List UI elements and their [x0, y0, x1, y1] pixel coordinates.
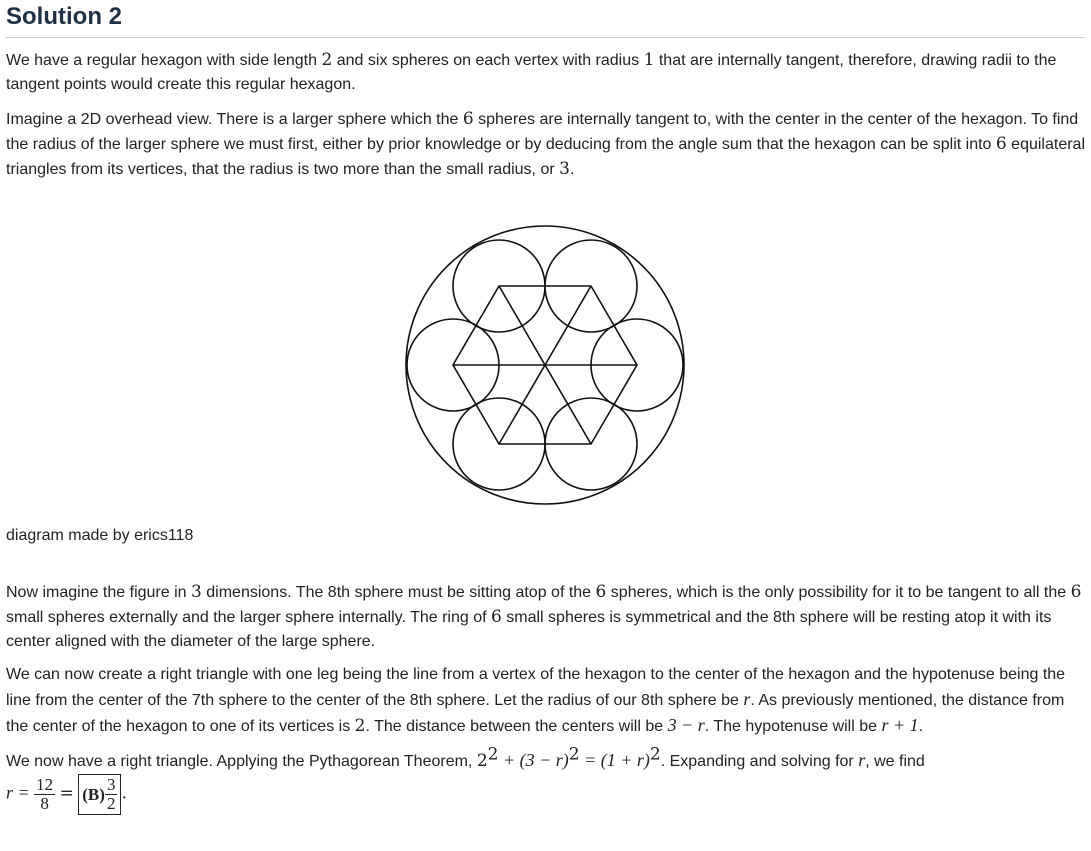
math: 3	[190, 582, 202, 602]
math: .	[121, 783, 127, 804]
lower-section	[6, 580, 1083, 836]
text: , we find	[865, 753, 925, 770]
math: =	[59, 783, 74, 804]
text: Now imagine the figure in	[6, 584, 191, 601]
math: 3 − r	[667, 715, 705, 735]
title-underline	[6, 37, 1085, 38]
text: . Expanding and solving for	[660, 753, 859, 770]
math: 2	[476, 751, 488, 771]
diagram-caption: diagram made by erics118	[6, 527, 194, 544]
section-title: Solution 2	[6, 3, 122, 30]
text: Imagine a 2D overhead view. There is a larger sphere which the	[6, 111, 463, 128]
answer-equation	[6, 774, 1083, 836]
paragraph-2	[6, 107, 1085, 182]
text: small spheres externally and the larger sphere internally. The ring of	[6, 609, 491, 626]
math: 6	[995, 134, 1007, 154]
text: equilateral triangles from its vertices, that the radius is two more than the small radius, or	[6, 136, 1085, 178]
math-exponent: 2	[568, 744, 580, 765]
numerator: 3	[106, 775, 116, 794]
text: small spheres is symmetrical and the 8th sphere will be resting atop it with its center aligned with the diameter of the large sphere.	[6, 609, 1052, 650]
answer-choice: (B)	[82, 784, 105, 804]
paragraph-5	[6, 744, 1083, 774]
math: r =	[6, 782, 30, 803]
math: + (3 − r)	[498, 750, 569, 770]
text: and six spheres on each vertex with radius	[332, 52, 644, 69]
paragraph-1	[6, 48, 1085, 97]
math: r	[858, 750, 866, 770]
text: . The hypotenuse will be	[704, 718, 882, 735]
math: 6	[491, 607, 502, 627]
denominator: 8	[40, 794, 49, 813]
math: r + 1	[881, 715, 919, 735]
text: . As previously mentioned, the distance from the center of the hexagon to one of its vertices is	[6, 692, 1065, 735]
text: spheres are internally tangent to, with the center in the center of the hexagon. To find the radius of the larger sphere we must first, either by prior knowledge or by deducing from the angle sum that the hexagon can be split into	[6, 111, 1079, 153]
math-exponent: 2	[487, 744, 499, 765]
math: 2	[321, 50, 333, 70]
text: We have a regular hexagon with side length	[6, 52, 322, 69]
math: 3	[559, 159, 570, 179]
text: dimensions. The 8th sphere must be sitting atop of the	[201, 584, 596, 601]
text: . The distance between the centers will be	[365, 718, 668, 735]
math: 2	[354, 716, 366, 736]
text: We can now create a right triangle with one leg being the line from a vertex of the hexagon to the center of the hexagon and the hypotenuse being the line from the center of the 7th sphere to the center of the 8th sphere. Let the radius of our 8th sphere be	[6, 666, 1066, 709]
math: r	[743, 689, 751, 709]
answer-box	[78, 774, 121, 815]
fraction	[34, 776, 55, 813]
math: 1	[643, 50, 655, 70]
paragraph-4	[6, 663, 1083, 739]
math: = (1 + r)	[579, 750, 650, 770]
paragraph-3	[6, 580, 1083, 654]
numerator: 12	[36, 775, 54, 794]
text: that are internally tangent, therefore, drawing radii to the tangent points would create this regular hexagon.	[6, 52, 1057, 93]
text: .	[569, 161, 575, 178]
denominator: 2	[106, 794, 116, 813]
math: 6	[595, 582, 607, 602]
text: .	[918, 718, 924, 735]
fraction	[105, 776, 118, 813]
hexagon-spheres-diagram	[402, 224, 688, 506]
math: 6	[462, 109, 474, 129]
text: We now have a right triangle. Applying the Pythagorean Theorem,	[6, 753, 477, 770]
text: spheres, which is the only possibility for it to be tangent to all the	[606, 584, 1071, 601]
math: 6	[1070, 582, 1082, 602]
math-exponent: 2	[649, 744, 661, 765]
